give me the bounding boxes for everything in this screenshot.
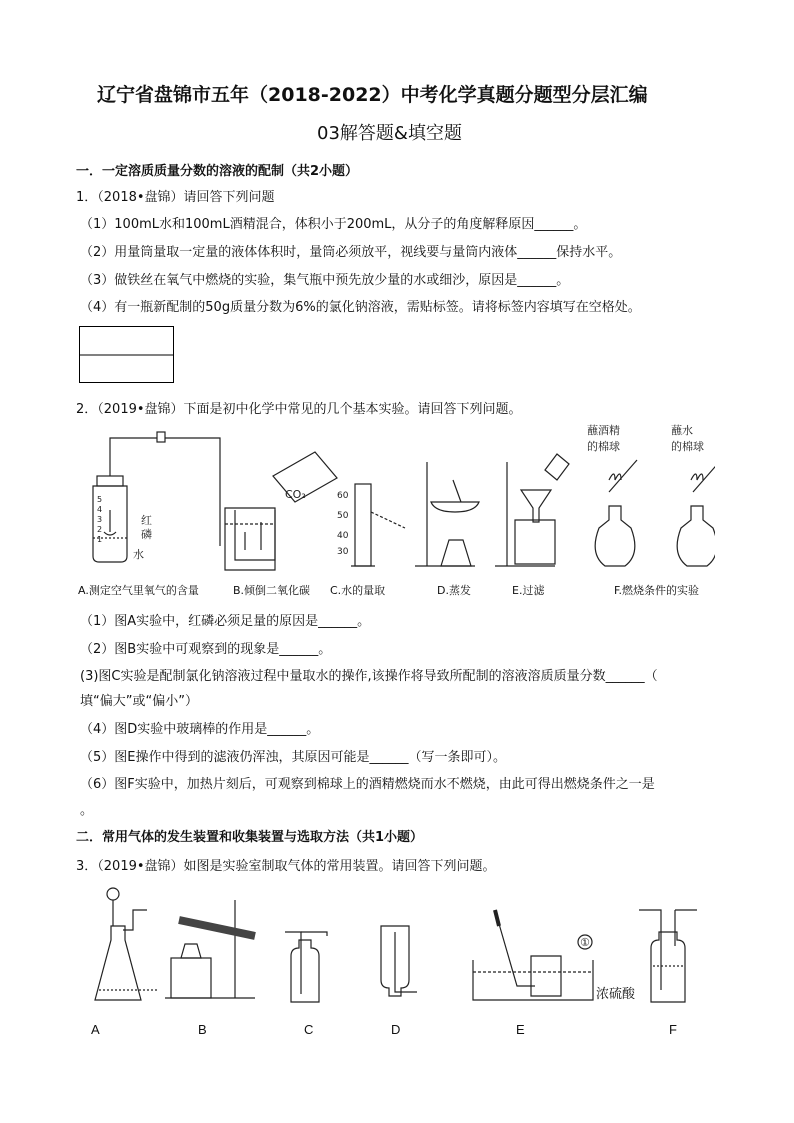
tick-50: 50 — [337, 511, 349, 521]
apparatus-b-heating — [165, 900, 255, 998]
jar-mark-4: 4 — [97, 505, 103, 514]
caption-a: A.测定空气里氧气的含量 — [78, 584, 199, 597]
label-f: F — [669, 1022, 677, 1037]
document-subtitle: 03解答题&填空题 — [317, 123, 462, 144]
question-1-part-1: （1）100mL水和100mL酒精混合，体积小于200mL，从分子的角度解释原因______。 — [80, 217, 587, 232]
caption-b: B.倾倒二氧化碳 — [233, 584, 311, 597]
apparatus-a-oxygen-jar — [93, 432, 275, 570]
label-co2: CO₂ — [285, 488, 306, 501]
label-d: D — [391, 1022, 401, 1037]
question-2-part-6a: （6）图F实验中，加热片刻后，可观察到棉球上的酒精燃烧而水不燃烧，由此可得出燃烧条件之一是 — [80, 777, 655, 792]
apparatus-a-flask — [95, 888, 157, 1000]
section-heading-1: 一．一定溶质质量分数的溶液的配制（共2小题） — [76, 164, 359, 179]
apparatus-d-evaporation — [415, 462, 479, 566]
label-shui: 水 — [133, 548, 144, 561]
apparatus-c-cylinder — [351, 484, 405, 566]
question-3-stem: 3．（2019•盘锦）如图是实验室制取气体的常用装置。请回答下列问题。 — [76, 859, 496, 874]
apparatus-f-wash-bottle — [639, 910, 697, 1002]
label-box — [79, 326, 175, 384]
apparatus-e-filtration — [495, 454, 569, 566]
caption-f: F.燃烧条件的实验 — [614, 584, 700, 597]
question-1-part-2: （2）用量筒量取一定量的液体体积时，量筒必须放平，视线要与量筒内液体______保持水平。 — [80, 245, 622, 260]
label-a: A — [91, 1022, 100, 1037]
question-2-part-4: （4）图D实验中玻璃棒的作用是______。 — [80, 722, 320, 737]
question-2-stem: 2．（2019•盘锦）下面是初中化学中常见的几个基本实验。请回答下列问题。 — [76, 402, 522, 417]
label-e: E — [516, 1022, 525, 1037]
document-title: 辽宁省盘锦市五年（2018-2022）中考化学真题分题型分层汇编 — [97, 84, 648, 106]
apparatus-d-inverted — [381, 926, 417, 996]
label-hong: 红 — [141, 514, 152, 527]
jar-mark-1: 1 — [97, 535, 103, 544]
section-heading-2: 二．常用气体的发生装置和收集装置与选取方法（共1小题） — [76, 830, 424, 845]
question-2-part-3a: (3)图C实验是配制氯化钠溶液过程中量取水的操作,该操作将导致所配制的溶液溶质质量分数______（ — [80, 669, 658, 684]
label-water-1: 蘸水 — [671, 424, 693, 437]
tick-40: 40 — [337, 531, 349, 541]
question-1-part-3: （3）做铁丝在氧气中燃烧的实验，集气瓶中预先放少量的水或细沙，原因是______。 — [80, 273, 570, 288]
label-water-2: 的棉球 — [671, 440, 704, 453]
apparatus-b-pouring-co2 — [235, 452, 337, 560]
jar-mark-2: 2 — [97, 525, 103, 534]
jar-mark-5: 5 — [97, 495, 103, 504]
label-b: B — [198, 1022, 207, 1037]
tick-60: 60 — [337, 491, 349, 501]
question-2-part-2: （2）图B实验中可观察到的现象是______。 — [80, 642, 332, 657]
label-lin: 磷 — [141, 528, 152, 541]
label-alcohol-2: 的棉球 — [587, 440, 620, 453]
apparatus-c-bottle — [285, 932, 327, 1002]
caption-d: D.蒸发 — [437, 584, 471, 597]
question-2-part-1: （1）图A实验中，红磷必须足量的原因是______。 — [80, 614, 371, 629]
apparatus-f-combustion — [595, 460, 715, 566]
apparatus-e-trough — [473, 910, 593, 1000]
question-2-part-5: （5）图E操作中得到的滤液仍浑浊，其原因可能是______（写一条即可）。 — [80, 750, 506, 765]
question-2-part-6b: 。 — [80, 803, 94, 818]
label-alcohol-1: 蘸酒精 — [587, 424, 620, 437]
jar-mark-3: 3 — [97, 515, 103, 524]
caption-e: E.过滤 — [512, 584, 545, 597]
caption-c: C.水的量取 — [330, 584, 386, 597]
question-1-part-4: （4）有一瓶新配制的50g质量分数为6%的氯化钠溶液，需贴标签。请将标签内容填写在空格处。 — [80, 300, 641, 315]
question-1-stem: 1．（2018•盘锦）请回答下列问题 — [76, 190, 275, 205]
tick-30: 30 — [337, 547, 349, 557]
label-circle-1: ① — [580, 936, 590, 949]
question-2-part-3b: 填“偏大”或“偏小”） — [80, 694, 198, 709]
label-c: C — [304, 1022, 314, 1037]
experiment-figure-q2 — [75, 420, 715, 600]
label-conc-sulfuric-acid: 浓硫酸 — [596, 986, 636, 1001]
